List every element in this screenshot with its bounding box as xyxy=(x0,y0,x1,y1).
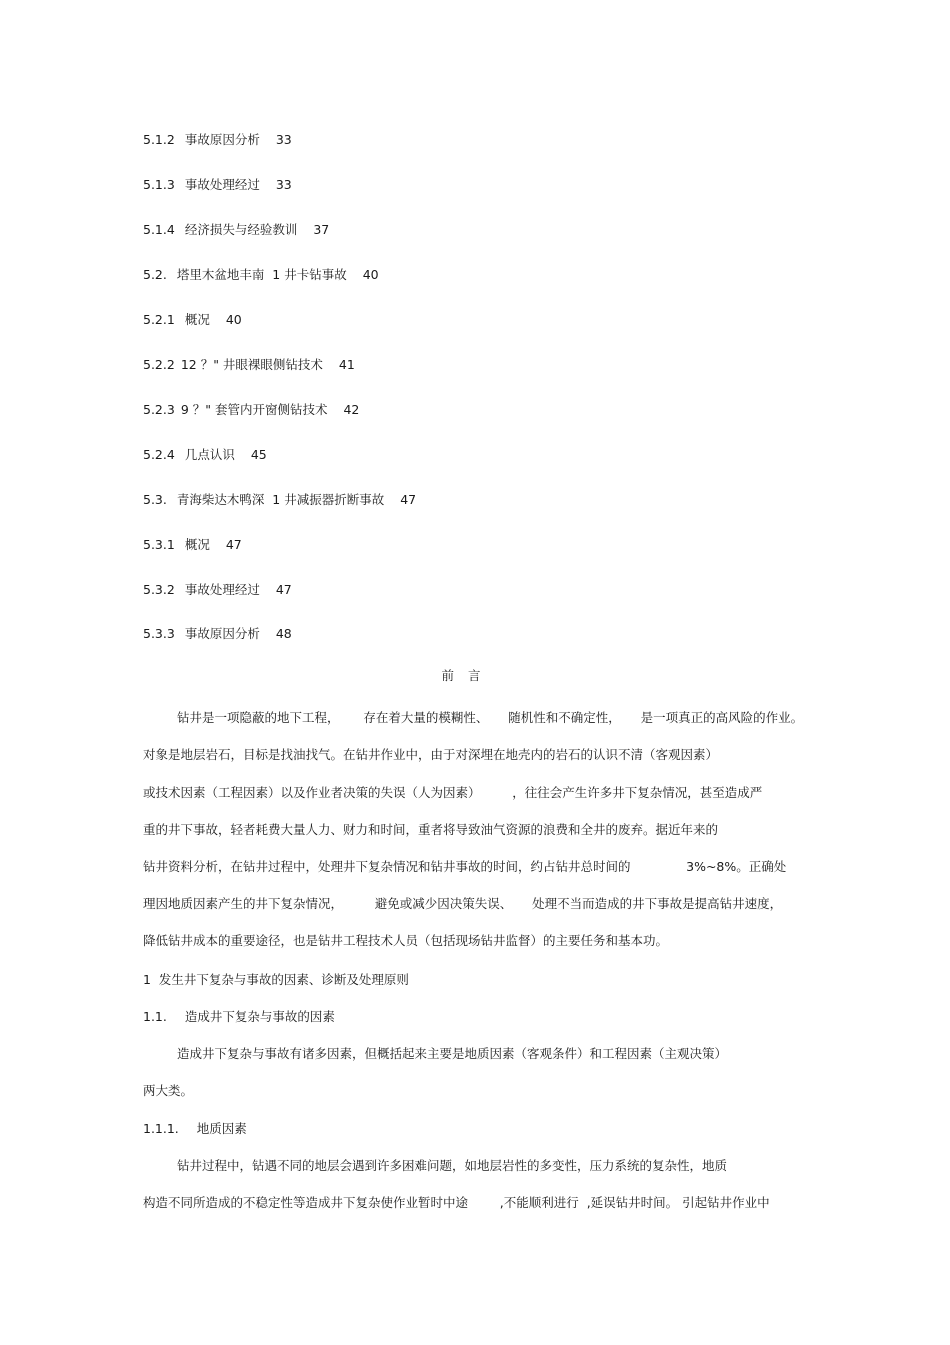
toc-number: 5.2.2 xyxy=(143,357,175,372)
section-title: 造成井下复杂与事故的因素 xyxy=(184,1009,335,1024)
toc-page: 47 xyxy=(400,492,417,507)
toc-page: 33 xyxy=(275,132,292,147)
toc-entry xyxy=(143,177,292,193)
toc-title: 9 ？" 套管内开窗侧钻技术 xyxy=(180,402,328,417)
toc-title: 青海柴达木鸭深 1 井减振器折断事故 xyxy=(176,492,385,507)
toc-title: 概况 xyxy=(184,312,210,327)
body-line: 构造不同所造成的不稳定性等造成井下复杂使作业暂时中途 ,不能顺利进行 ,延误钻井时间。 引起钻井作业中 xyxy=(143,1195,770,1210)
toc-number: 5.1.2 xyxy=(143,132,175,147)
toc-number: 5.3. xyxy=(143,492,167,507)
toc-entry xyxy=(143,402,359,418)
toc-entry xyxy=(143,132,292,148)
toc-page: 47 xyxy=(225,537,242,552)
toc-number: 5.1.4 xyxy=(143,222,175,237)
body-line: 钻井是一项隐蔽的地下工程， 存在着大量的模糊性、 随机性和不确定性， 是一项真正的高风险的作业。 xyxy=(177,710,804,725)
toc-page: 37 xyxy=(313,222,330,237)
section-heading-1-1 xyxy=(143,1009,335,1025)
toc-page: 41 xyxy=(338,357,355,372)
preface-heading: 前言 xyxy=(441,668,495,683)
toc-entry xyxy=(143,312,242,328)
toc-page: 48 xyxy=(275,626,292,641)
toc-page: 33 xyxy=(275,177,292,192)
toc-entry xyxy=(143,492,416,508)
toc-number: 5.3.2 xyxy=(143,582,175,597)
toc-number: 5.2.4 xyxy=(143,447,175,462)
body-line: 两大类。 xyxy=(143,1083,194,1098)
toc-title: 12 ？" 井眼裸眼侧钻技术 xyxy=(180,357,323,372)
toc-title: 塔里木盆地丰南 1 井卡钻事故 xyxy=(176,267,347,282)
body-line: 或技术因素（工程因素）以及作业者决策的失误（人为因素） ，往往会产生许多井下复杂情况，甚至造成严 xyxy=(143,785,763,800)
toc-entry xyxy=(143,582,292,598)
toc-number: 5.2. xyxy=(143,267,167,282)
toc-number: 5.3.3 xyxy=(143,626,175,641)
toc-number: 5.3.1 xyxy=(143,537,175,552)
toc-title: 概况 xyxy=(184,537,210,552)
body-line: 重的井下事故，轻者耗费大量人力、财力和时间，重者将导致油气资源的浪费和全井的废弃。据近年来的 xyxy=(143,822,719,837)
toc-entry xyxy=(143,267,379,283)
toc-page: 42 xyxy=(343,402,360,417)
toc-entry xyxy=(143,537,242,553)
toc-title: 事故原因分析 xyxy=(184,626,260,641)
body-line: 钻井资料分析，在钻井过程中，处理井下复杂情况和钻井事故的时间，约占钻井总时间的 3%~8%。正确处 xyxy=(143,859,787,874)
toc-title: 几点认识 xyxy=(184,447,235,462)
toc-entry xyxy=(143,222,329,238)
toc-entry xyxy=(143,626,292,642)
body-line: 降低钻井成本的重要途径，也是钻井工程技术人员（包括现场钻井监督）的主要任务和基本功。 xyxy=(143,933,669,948)
toc-number: 5.1.3 xyxy=(143,177,175,192)
section-title: 地质因素 xyxy=(196,1121,247,1136)
toc-number: 5.2.3 xyxy=(143,402,175,417)
section-number: 1.1. xyxy=(143,1009,167,1024)
section-heading-1-1-1 xyxy=(143,1121,247,1137)
section-number: 1.1.1. xyxy=(143,1121,179,1136)
toc-title: 事故处理经过 xyxy=(184,582,260,597)
toc-page: 40 xyxy=(362,267,379,282)
body-line: 钻井过程中，钻遇不同的地层会遇到许多困难问题，如地层岩性的多变性，压力系统的复杂性，地质 xyxy=(177,1158,728,1173)
toc-entry xyxy=(143,357,355,373)
body-line: 造成井下复杂与事故有诸多因素，但概括起来主要是地质因素（客观条件）和工程因素（主观决策） xyxy=(177,1046,728,1061)
toc-number: 5.2.1 xyxy=(143,312,175,327)
toc-entry xyxy=(143,447,267,463)
body-line: 对象是地层岩石，目标是找油找气。在钻井作业中，由于对深埋在地壳内的岩石的认识不清（客观因素） xyxy=(143,747,719,762)
toc-page: 45 xyxy=(250,447,267,462)
body-line: 理因地质因素产生的井下复杂情况， 避免或减少因决策失误、 处理不当而造成的井下事故是提高钻井速度， xyxy=(143,896,783,911)
toc-title: 经济损失与经验教训 xyxy=(184,222,298,237)
toc-title: 事故原因分析 xyxy=(184,132,260,147)
toc-page: 47 xyxy=(275,582,292,597)
toc-title: 事故处理经过 xyxy=(184,177,260,192)
section-heading-1: 1 发生井下复杂与事故的因素、诊断及处理原则 xyxy=(143,972,409,987)
toc-page: 40 xyxy=(225,312,242,327)
